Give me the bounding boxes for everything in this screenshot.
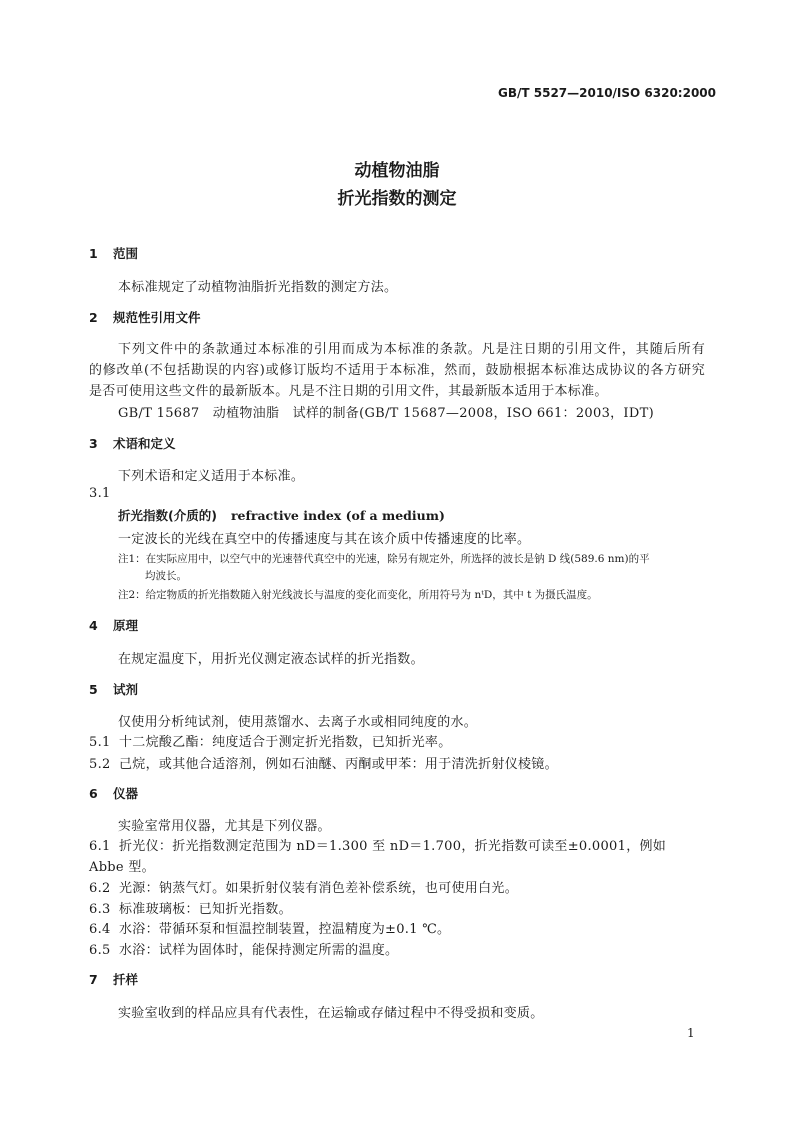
item-6-3 bbox=[89, 898, 292, 917]
section-6-heading bbox=[89, 784, 138, 802]
section-number: 6 bbox=[89, 786, 98, 801]
term-definition: 一定波长的光线在真空中的传播速度与其在该介质中传播速度的比率。 bbox=[118, 532, 531, 547]
section-number: 5 bbox=[89, 682, 98, 697]
section-5-heading bbox=[89, 680, 138, 698]
section-title: 范围 bbox=[113, 246, 139, 261]
section-title: 扦样 bbox=[113, 972, 139, 987]
section-title: 仪器 bbox=[113, 786, 139, 801]
section-1-heading bbox=[89, 244, 138, 262]
item-text: 己烷，或其他合适溶剂，例如石油醚、丙酮或甲苯：用于清洗折射仪棱镜。 bbox=[119, 757, 558, 772]
section-3-heading bbox=[89, 434, 176, 452]
section-1-paragraph: 本标准规定了动植物油脂折光指数的测定方法。 bbox=[118, 280, 398, 295]
title-line-2: 折光指数的测定 bbox=[337, 189, 457, 209]
section-title: 原理 bbox=[113, 618, 139, 633]
item-text: 水浴：带循环泵和恒温控制装置，控温精度为±0.1 ℃。 bbox=[119, 922, 451, 937]
item-number: 5.1 bbox=[89, 735, 111, 750]
normative-reference: GB/T 15687 动植物油脂 试样的制备(GB/T 15687—2008，ISO 661：2003，IDT) bbox=[118, 406, 654, 421]
section-title: 试剂 bbox=[113, 682, 139, 697]
section-title: 规范性引用文件 bbox=[113, 310, 201, 325]
section-2-line-3: 是否可使用这些文件的最新版本。凡是不注日期的引用文件，其最新版本适用于本标准。 bbox=[89, 384, 608, 399]
section-5-intro: 仅使用分析纯试剂，使用蒸馏水、去离子水或相同纯度的水。 bbox=[118, 715, 478, 730]
section-4-heading bbox=[89, 616, 138, 634]
section-number: 7 bbox=[89, 972, 98, 987]
section-4-paragraph: 在规定温度下，用折光仪测定液态试样的折光指数。 bbox=[118, 652, 424, 667]
section-2-heading bbox=[89, 308, 201, 326]
item-6-2 bbox=[89, 877, 518, 896]
item-text: 十二烷酸乙酯：纯度适合于测定折光指数，已知折光率。 bbox=[119, 735, 452, 750]
item-text: 水浴：试样为固体时，能保持测定所需的温度。 bbox=[119, 943, 399, 958]
section-7-paragraph: 实验室收到的样品应具有代表性，在运输或存储过程中不得受损和变质。 bbox=[118, 1006, 544, 1021]
item-6-4 bbox=[89, 918, 450, 937]
item-number: 6.2 bbox=[89, 881, 111, 896]
section-6-intro: 实验室常用仪器，尤其是下列仪器。 bbox=[118, 819, 331, 834]
section-number: 3 bbox=[89, 436, 98, 451]
section-title: 术语和定义 bbox=[113, 436, 176, 451]
item-text: 折光仪：折光指数测定范围为 nD＝1.300 至 nD＝1.700，折光指数可读至±0.0001，例如 bbox=[119, 839, 667, 854]
item-number: 6.3 bbox=[89, 902, 111, 917]
note-1-line-2: 均波长。 bbox=[145, 570, 187, 582]
item-6-1 bbox=[89, 835, 666, 854]
note-1-line-1: 注1：在实际应用中，以空气中的光速替代真空中的光速，除另有规定外，所选择的波长是钠 D 线(589.6 nm)的平 bbox=[118, 553, 650, 565]
item-6-5 bbox=[89, 939, 398, 958]
item-text: 标准玻璃板：已知折光指数。 bbox=[119, 902, 292, 917]
term-entry bbox=[118, 506, 445, 524]
section-2-line-1: 下列文件中的条款通过本标准的引用而成为本标准的条款。凡是注日期的引用文件，其随后所有 bbox=[118, 342, 705, 357]
term-chinese: 折光指数(介质的) bbox=[118, 508, 217, 523]
title-line-1: 动植物油脂 bbox=[354, 161, 440, 181]
standard-number: GB/T 5527—2010/ISO 6320:2000 bbox=[498, 86, 717, 100]
clause-3-1-number: 3.1 bbox=[89, 486, 111, 501]
item-number: 6.5 bbox=[89, 943, 111, 958]
section-number: 1 bbox=[89, 246, 98, 261]
section-number: 4 bbox=[89, 618, 98, 633]
section-number: 2 bbox=[89, 310, 98, 325]
item-6-1-continuation: Abbe 型。 bbox=[89, 860, 155, 875]
item-text: 光源：钠蒸气灯。如果折射仪装有消色差补偿系统，也可使用白光。 bbox=[119, 881, 519, 896]
item-5-2 bbox=[89, 753, 558, 772]
note-2: 注2：给定物质的折光指数随入射光线波长与温度的变化而变化，所用符号为 nᵗD，其中 t 为摄氏温度。 bbox=[118, 589, 598, 601]
page-number: 1 bbox=[687, 1026, 695, 1040]
term-english: refractive index (of a medium) bbox=[230, 508, 445, 523]
item-number: 6.1 bbox=[89, 839, 111, 854]
item-5-1 bbox=[89, 731, 452, 750]
section-7-heading bbox=[89, 970, 138, 988]
section-3-intro: 下列术语和定义适用于本标准。 bbox=[118, 469, 305, 484]
item-number: 6.4 bbox=[89, 922, 111, 937]
section-2-line-2: 的修改单(不包括勘误的内容)或修订版均不适用于本标准，然而，鼓励根据本标准达成协议的各方研究 bbox=[89, 363, 705, 378]
item-number: 5.2 bbox=[89, 757, 111, 772]
